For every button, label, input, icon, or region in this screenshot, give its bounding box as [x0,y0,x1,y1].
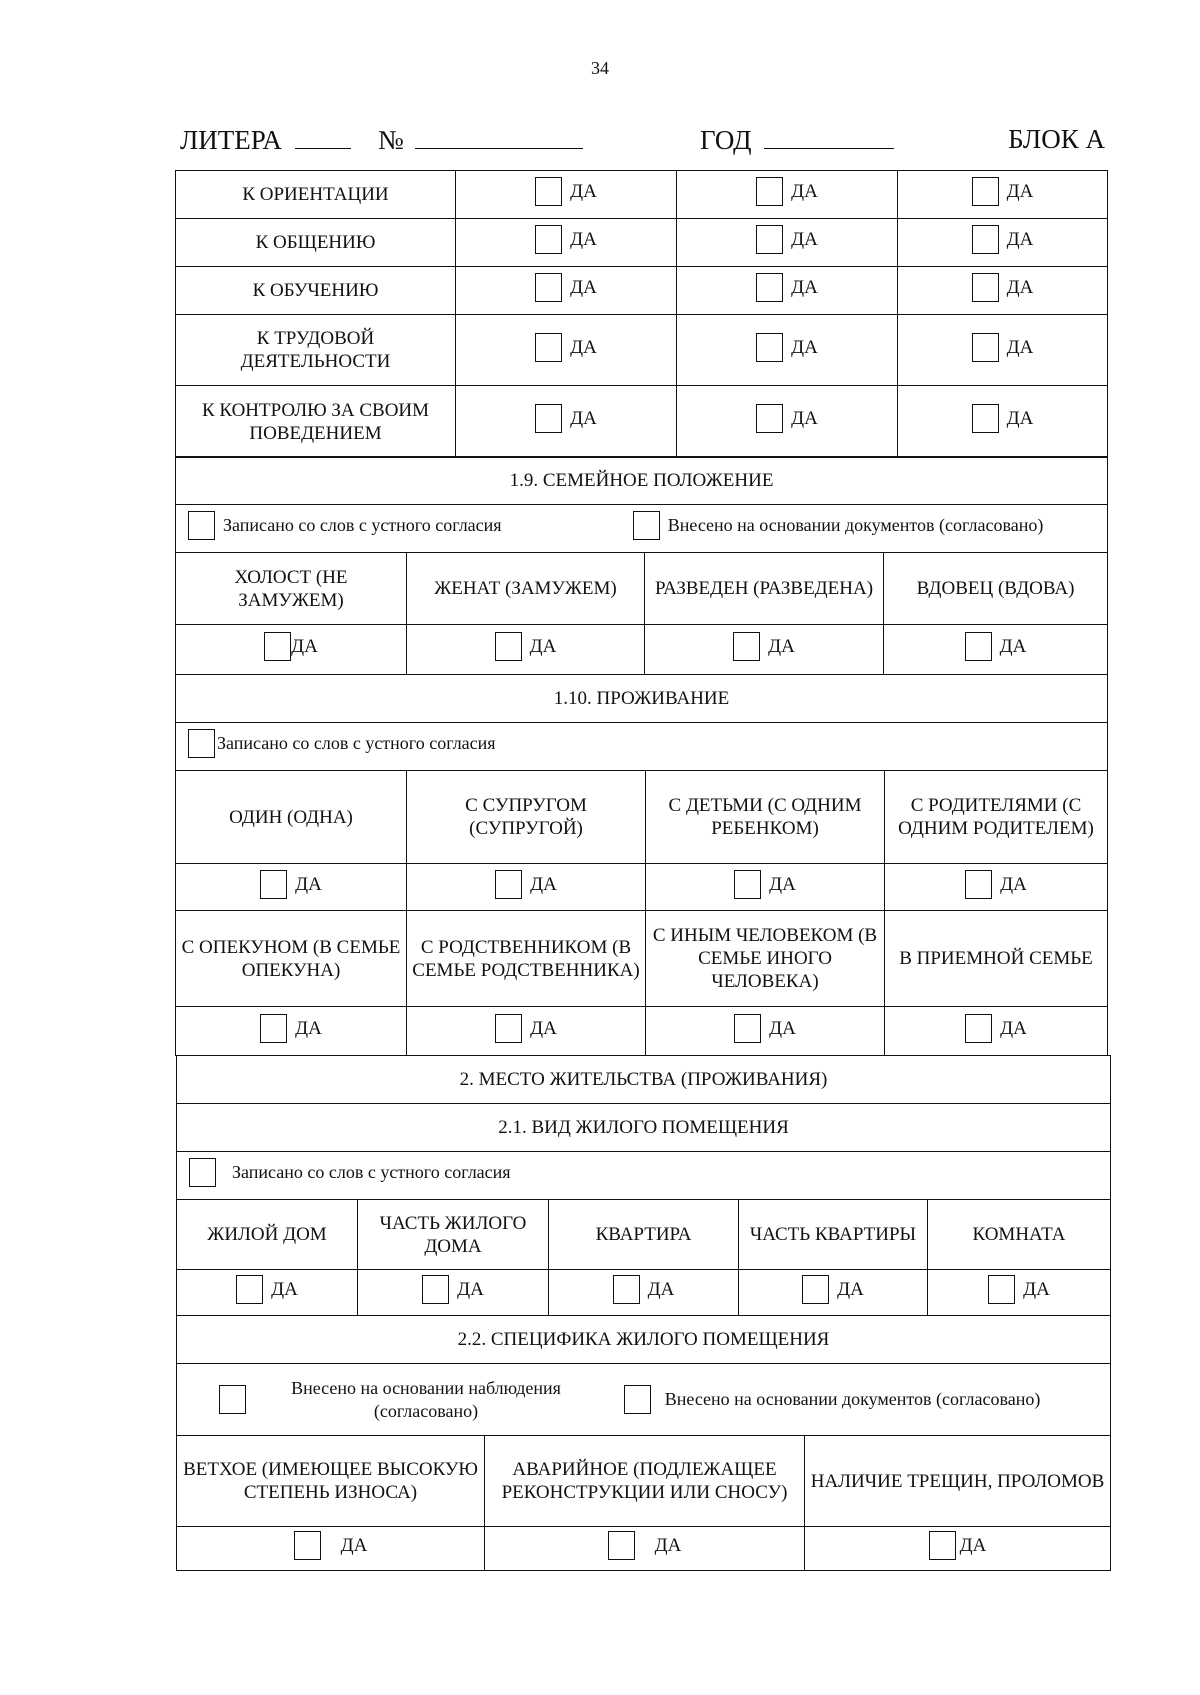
checkbox[interactable] [734,1014,761,1043]
litera-blank[interactable] [295,124,351,149]
checkbox[interactable] [260,1014,287,1043]
option-oral-consent: Записано со слов с устного согласия [217,733,496,753]
column-header: АВАРИЙНОЕ (ПОДЛЕЖАЩЕЕ РЕКОНСТРУКЦИИ ИЛИ СНОСУ) [485,1436,805,1527]
section-title: 1.9. СЕМЕЙНОЕ ПОЛОЖЕНИЕ [176,457,1108,505]
column-header: ВДОВЕЦ (ВДОВА) [884,553,1108,625]
checkbox[interactable] [756,404,783,433]
option-documents: Внесено на основании документов (согласовано) [667,515,1044,535]
column-header: ЧАСТЬ ЖИЛОГО ДОМА [358,1200,549,1270]
checkbox[interactable] [972,273,999,302]
form-header [180,124,1105,164]
section-title: 2.2. СПЕЦИФИКА ЖИЛОГО ПОМЕЩЕНИЯ [177,1316,1111,1364]
checkbox[interactable] [965,632,992,661]
checkbox[interactable] [734,870,761,899]
option-oral-consent: Записано со слов с устного согласия [232,1162,511,1182]
checkbox[interactable] [965,1014,992,1043]
year-label: ГОД [700,125,752,155]
ability-label: К ТРУДОВОЙ ДЕЯТЕЛЬНОСТИ [176,315,456,386]
column-header: ЖЕНАТ (ЗАМУЖЕМ) [407,553,645,625]
column-header: С РОДСТВЕННИКОМ (В СЕМЬЕ РОДСТВЕННИКА) [407,911,646,1007]
checkbox[interactable] [219,1385,246,1414]
checkbox[interactable] [535,225,562,254]
year-field [700,124,894,156]
section-title: 1.10. ПРОЖИВАНИЕ [176,675,1108,723]
litera-field [180,124,351,156]
checkbox[interactable] [495,1014,522,1043]
section-title: 2. МЕСТО ЖИТЕЛЬСТВА (ПРОЖИВАНИЯ) [177,1056,1111,1104]
column-header: ОДИН (ОДНА) [176,771,407,864]
checkbox[interactable] [756,177,783,206]
checkbox[interactable] [422,1275,449,1304]
abilities-table: К ОРИЕНТАЦИИ ДА ДА ДА К ОБЩЕНИЮ ДА ДА ДА К ОБУЧЕНИЮ ДА ДА ДА К ТРУДОВОЙ ДЕЯТЕЛЬНОСТИ ДА ДА ДА К КОНТРОЛЮ ЗА СВОИМ ПОВЕДЕНИЕМ ДА ДА ДА [175,170,1108,457]
checkbox[interactable] [733,632,760,661]
checkbox[interactable] [495,870,522,899]
column-header: ХОЛОСТ (НЕ ЗАМУЖЕМ) [176,553,407,625]
checkbox[interactable] [608,1531,635,1560]
block-label: БЛОК А [1008,124,1105,154]
dwelling-type-section: 2. МЕСТО ЖИТЕЛЬСТВА (ПРОЖИВАНИЯ) 2.1. ВИД ЖИЛОГО ПОМЕЩЕНИЯ Записано со слов с устного согласия ЖИЛОЙ ДОМ ЧАСТЬ ЖИЛОГО ДОМА КВАРТИРА ЧАСТЬ КВАРТИРЫ КОМНАТА ДА ДА ДА ДА ДА [176,1055,1111,1316]
number-label: № [378,125,404,155]
checkbox[interactable] [294,1531,321,1560]
checkbox[interactable] [972,333,999,362]
checkbox[interactable] [633,511,660,540]
column-header: КОМНАТА [928,1200,1111,1270]
checkbox[interactable] [972,177,999,206]
column-header: НАЛИЧИЕ ТРЕЩИН, ПРОЛОМОВ [805,1436,1111,1527]
column-header: РАЗВЕДЕН (РАЗВЕДЕНА) [645,553,884,625]
checkbox[interactable] [535,404,562,433]
checkbox[interactable] [189,1158,216,1187]
checkbox[interactable] [260,870,287,899]
checkbox[interactable] [756,333,783,362]
checkbox[interactable] [188,729,215,758]
column-header: ВЕТХОЕ (ИМЕЮЩЕЕ ВЫСОКУЮ СТЕПЕНЬ ИЗНОСА) [177,1436,485,1527]
checkbox[interactable] [756,273,783,302]
dwelling-specifics-section: 2.2. СПЕЦИФИКА ЖИЛОГО ПОМЕЩЕНИЯ Внесено на основании наблюдения (согласовано) Внесено на основании документов (согласовано) ВЕТХОЕ (ИМЕЮЩЕЕ ВЫСОКУЮ СТЕПЕНЬ ИЗНОСА) АВАРИЙНОЕ (ПОДЛЕЖАЩЕЕ РЕКОНСТРУКЦИИ ИЛИ СНОСУ) НАЛИЧИЕ ТРЕЩИН, ПРОЛОМОВ ДА ДА ДА [176,1315,1111,1571]
checkbox[interactable] [972,404,999,433]
option-oral-consent: Записано со слов с устного согласия [223,515,502,535]
number-field [378,124,583,156]
year-blank[interactable] [764,124,894,149]
column-header: ЖИЛОЙ ДОМ [177,1200,358,1270]
checkbox[interactable] [624,1385,651,1414]
column-header: ЧАСТЬ КВАРТИРЫ [739,1200,928,1270]
column-header: С ОПЕКУНОМ (В СЕМЬЕ ОПЕКУНА) [176,911,407,1007]
checkbox[interactable] [929,1531,956,1560]
family-status-section: 1.9. СЕМЕЙНОЕ ПОЛОЖЕНИЕ Записано со слов с устного согласия Внесено на основании документов (согласовано) ХОЛОСТ (НЕ ЗАМУЖЕМ) ЖЕНАТ (ЗАМУЖЕМ) РАЗВЕДЕН (РАЗВЕДЕНА) ВДОВЕЦ (ВДОВА) ДА ДА ДА ДА [175,456,1108,675]
checkbox[interactable] [613,1275,640,1304]
checkbox[interactable] [965,870,992,899]
ability-label: К КОНТРОЛЮ ЗА СВОИМ ПОВЕДЕНИЕМ [176,386,456,458]
column-header: В ПРИЕМНОЙ СЕМЬЕ [885,911,1108,1007]
checkbox[interactable] [972,225,999,254]
checkbox[interactable] [264,632,291,661]
residence-section: 1.10. ПРОЖИВАНИЕ Записано со слов с устного согласия ОДИН (ОДНА) С СУПРУГОМ (СУПРУГОЙ) С ДЕТЬМИ (С ОДНИМ РЕБЕНКОМ) С РОДИТЕЛЯМИ (С ОДНИМ РОДИТЕЛЕМ) ДА ДА ДА ДА С ОПЕКУНОМ (В СЕМЬЕ ОПЕКУНА) С РОДСТВЕННИКОМ (В СЕМЬЕ РОДСТВЕННИКА) С ИНЫМ ЧЕЛОВЕКОМ (В СЕМЬЕ ИНОГО ЧЕЛОВЕКА) В ПРИЕМНОЙ СЕМЬЕ ДА ДА ДА ДА [175,674,1108,1056]
number-blank[interactable] [415,124,583,149]
checkbox[interactable] [988,1275,1015,1304]
checkbox[interactable] [495,632,522,661]
checkbox[interactable] [188,511,215,540]
ability-label: К ОБЩЕНИЮ [176,219,456,267]
column-header: С ДЕТЬМИ (С ОДНИМ РЕБЕНКОМ) [646,771,885,864]
checkbox[interactable] [535,273,562,302]
column-header: С РОДИТЕЛЯМИ (С ОДНИМ РОДИТЕЛЕМ) [885,771,1108,864]
checkbox[interactable] [756,225,783,254]
checkbox[interactable] [535,333,562,362]
litera-label: ЛИТЕРА [180,125,282,155]
section-subtitle: 2.1. ВИД ЖИЛОГО ПОМЕЩЕНИЯ [177,1104,1111,1152]
checkbox[interactable] [236,1275,263,1304]
ability-label: К ОРИЕНТАЦИИ [176,171,456,219]
option-observation: Внесено на основании наблюдения (согласовано) [291,1377,561,1421]
column-header: С СУПРУГОМ (СУПРУГОЙ) [407,771,646,864]
checkbox[interactable] [535,177,562,206]
column-header: КВАРТИРА [549,1200,739,1270]
checkbox[interactable] [802,1275,829,1304]
option-documents: Внесено на основании документов (согласовано) [664,1389,1041,1409]
page-number: 34 [591,58,609,78]
column-header: С ИНЫМ ЧЕЛОВЕКОМ (В СЕМЬЕ ИНОГО ЧЕЛОВЕКА) [646,911,885,1007]
ability-label: К ОБУЧЕНИЮ [176,267,456,315]
